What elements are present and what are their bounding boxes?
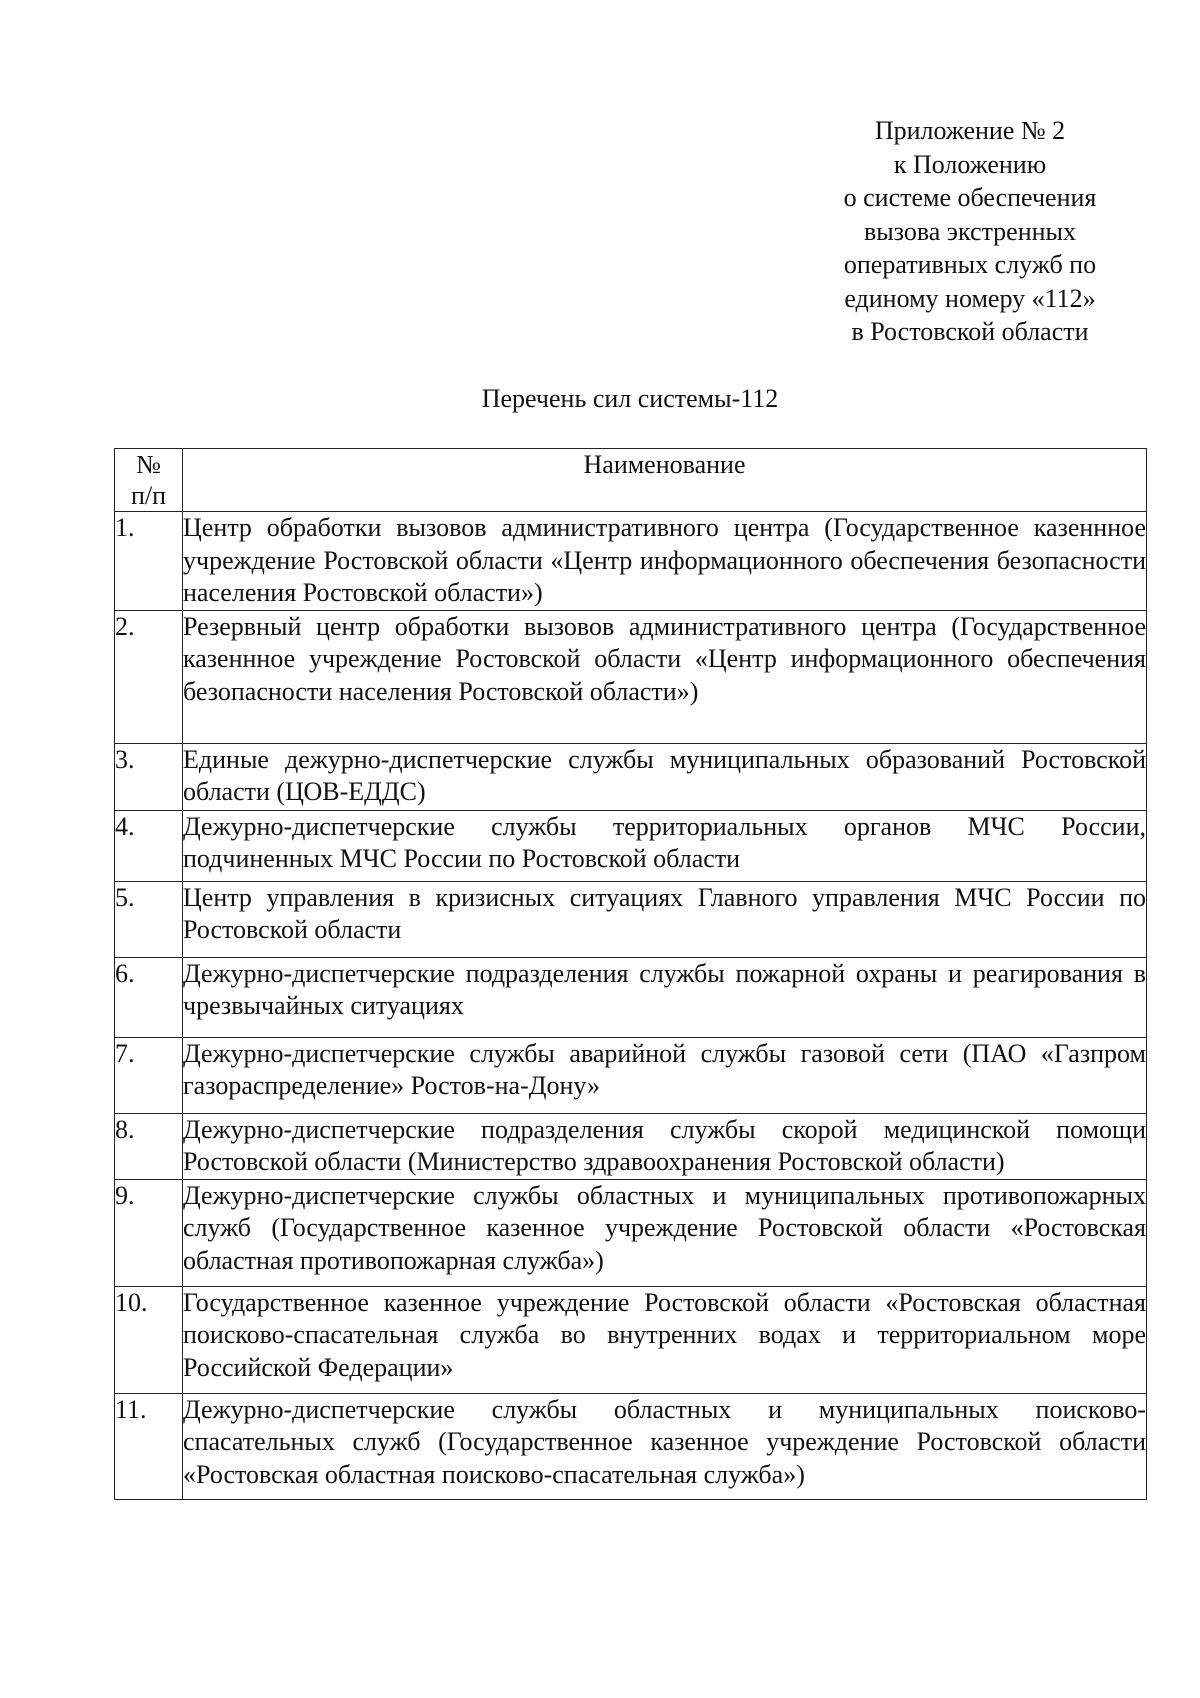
appendix-line: о системе обеспечения xyxy=(843,183,1097,212)
row-number: 5. xyxy=(115,881,183,957)
row-name: Дежурно-диспетчерские службы областных и муниципальных противопожарных служб (Государственное казенное учреждение Ростовской области «Ростовская областная противопожарная служба») xyxy=(183,1179,1147,1286)
table-row xyxy=(115,1286,1147,1393)
row-name: Единые дежурно-диспетчерские службы муниципальных образований Ростовской области (ЦОВ-ЕДДС) xyxy=(183,743,1147,810)
appendix-line: Приложение № 2 xyxy=(874,116,1066,145)
table-row xyxy=(115,1393,1147,1499)
appendix-line: к Положению xyxy=(893,149,1047,179)
appendix-line: вызова экстренных xyxy=(863,216,1077,246)
row-number: 3. xyxy=(115,743,183,810)
forces-table xyxy=(114,448,1147,1500)
appendix-line: оперативных служб по xyxy=(843,250,1097,279)
header-number-symbol: № xyxy=(136,450,161,479)
appendix-header xyxy=(820,114,1120,349)
table-row xyxy=(115,881,1147,957)
table-row xyxy=(115,512,1147,611)
table-row xyxy=(115,1179,1147,1286)
row-name: Центр обработки вызовов административного центра (Государственное казеннное учреждение Ростовской области «Центр информационного обеспечения безопасности населения Ростовской области») xyxy=(183,512,1147,611)
row-name: Дежурно-диспетчерские подразделения службы скорой медицинской помощи Ростовской области (Министерство здравоохранения Ростовской области) xyxy=(183,1113,1147,1179)
row-name: Центр управления в кризисных ситуациях Главного управления МЧС России по Ростовской области xyxy=(183,881,1147,957)
row-name: Резервный центр обработки вызовов административного центра (Государственное казеннное учреждение Ростовской области «Центр информационного обеспечения безопасности населения Ростовской области») xyxy=(183,610,1147,743)
appendix-line: в Ростовской области xyxy=(851,317,1089,346)
header-name: Наименование xyxy=(183,449,1147,512)
row-number: 1. xyxy=(115,512,183,611)
table-row xyxy=(115,957,1147,1037)
row-number: 8. xyxy=(115,1113,183,1179)
row-number: 11. xyxy=(115,1393,183,1499)
table-row xyxy=(115,1037,1147,1113)
row-number: 9. xyxy=(115,1179,183,1286)
appendix-line: единому номеру «112» xyxy=(844,283,1096,313)
document-title: Перечень сил системы-112 xyxy=(481,384,779,413)
row-number: 10. xyxy=(115,1286,183,1393)
row-name: Государственное казенное учреждение Ростовской области «Ростовская областная поисково-спасательная служба во внутренних водах и территориальном море Российской Федерации» xyxy=(183,1286,1147,1393)
row-number: 7. xyxy=(115,1037,183,1113)
row-number: 6. xyxy=(115,957,183,1037)
row-name: Дежурно-диспетчерские службы аварийной службы газовой сети (ПАО «Газпром газораспределение» Ростов-на-Дону» xyxy=(183,1037,1147,1113)
table-row xyxy=(115,810,1147,881)
row-name: Дежурно-диспетчерские службы областных и муниципальных поисково-спасательных служб (Государственное казенное учреждение Ростовской области «Ростовская областная поисково-спасательная служба») xyxy=(183,1393,1147,1499)
table-row xyxy=(115,610,1147,743)
row-name: Дежурно-диспетчерские службы территориальных органов МЧС России, подчиненных МЧС России по Ростовской области xyxy=(183,810,1147,881)
table-row xyxy=(115,1113,1147,1179)
row-name: Дежурно-диспетчерские подразделения службы пожарной охраны и реагирования в чрезвычайных ситуациях xyxy=(183,957,1147,1037)
table-header-row xyxy=(115,449,1147,512)
table-row xyxy=(115,743,1147,810)
row-number: 2. xyxy=(115,610,183,743)
row-number: 4. xyxy=(115,810,183,881)
header-number xyxy=(115,449,183,512)
header-number-abbrev: п/п xyxy=(130,481,167,510)
